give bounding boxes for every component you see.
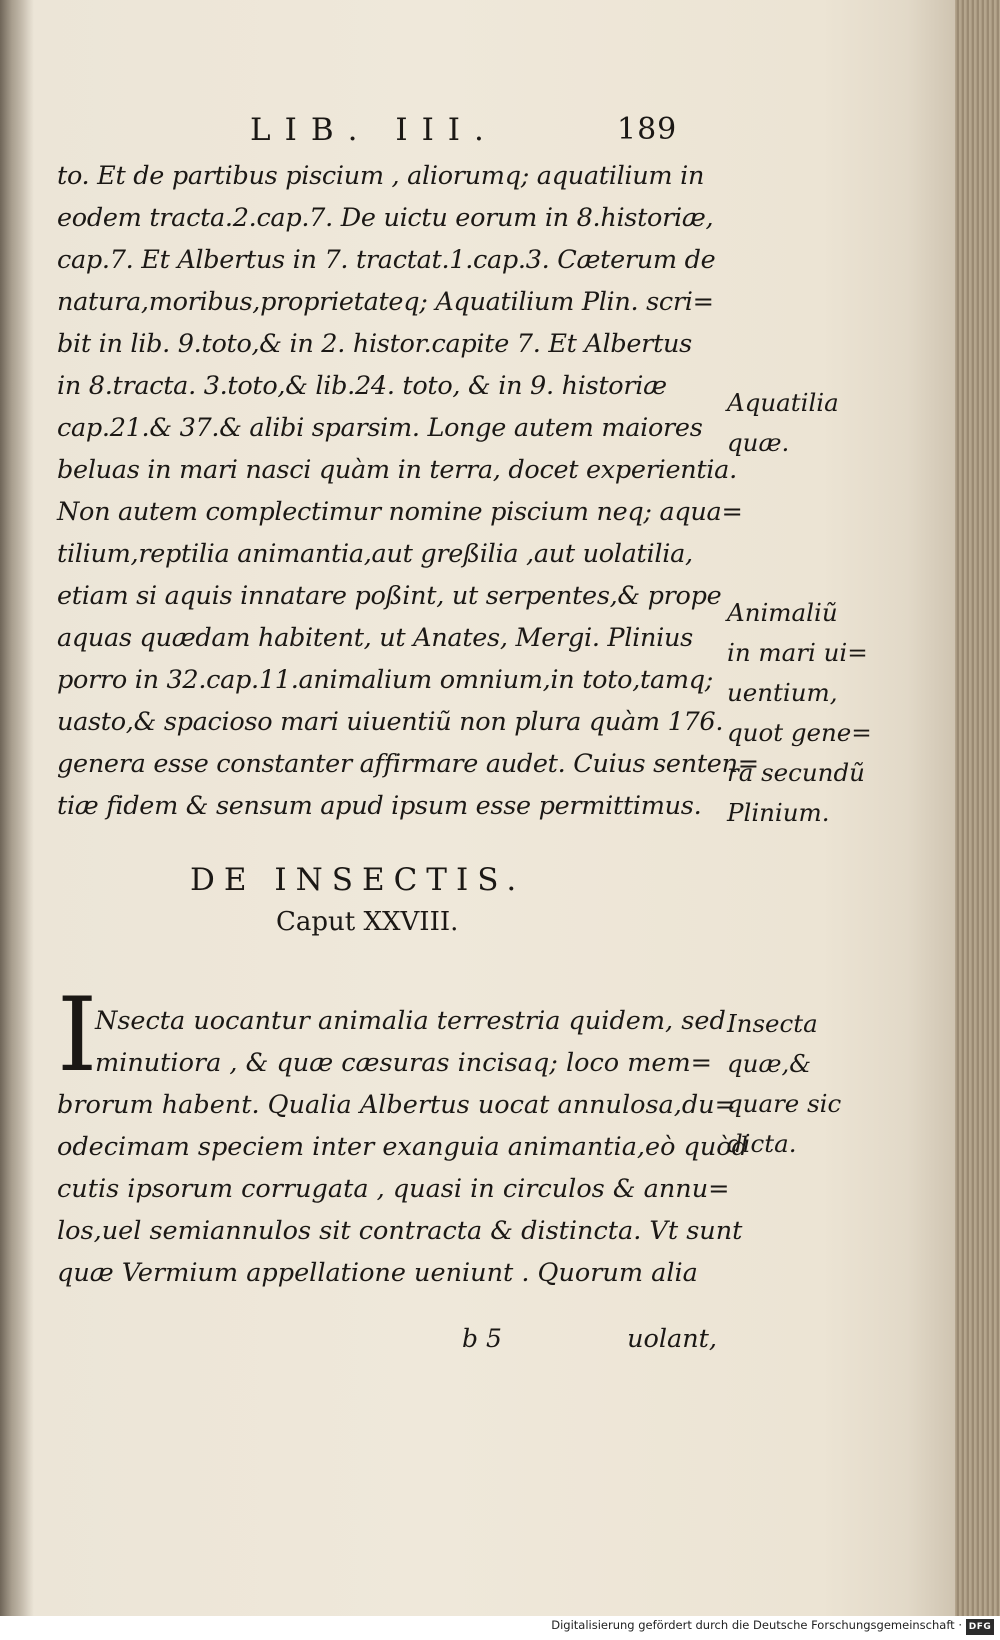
marginal-line: quæ,&: [727, 1049, 812, 1078]
text-line: bit in lib. 9.toto,& in 2. histor.capite 7. Et Albertus: [57, 329, 692, 359]
main-text-block: [57, 155, 759, 827]
section-text-block: [57, 1000, 748, 1294]
running-head: LIB. III.: [250, 112, 498, 148]
signature-mark: b 5: [462, 1324, 502, 1353]
text-line: genera esse constanter affirmare audet. Cuius senten=: [57, 749, 759, 779]
text-line: to. Et de partibus piscium , aliorumq; aquatilium in: [57, 161, 705, 191]
text-line: quæ Vermium appellatione ueniunt . Quorum alia: [57, 1258, 698, 1288]
marginal-line: uentium,: [727, 678, 838, 707]
text-line: Non autem complectimur nomine piscium neq; aqua=: [57, 497, 743, 527]
text-line: los,uel semiannulos sit contracta & distincta. Vt sunt: [57, 1216, 743, 1246]
funding-credit: Digitalisierung gefördert durch die Deutsche Forschungsgemeinschaft ·: [551, 1618, 962, 1632]
text-line: Nsecta uocantur animalia terrestria quidem, sed: [95, 1006, 726, 1036]
marginal-line: ra secundũ: [727, 758, 865, 787]
text-line: tiæ fidem & sensum apud ipsum esse permittimus.: [57, 791, 702, 821]
page-foot: [57, 1318, 717, 1360]
marginal-note: [727, 383, 927, 463]
text-line: cap.7. Et Albertus in 7. tractat.1.cap.3. Cæterum de: [57, 245, 716, 275]
spine-shadow: [0, 0, 34, 1616]
text-line: cap.21.& 37.& alibi sparsim. Longe autem maiores: [57, 413, 703, 443]
text-line: tilium,reptilia animantia,aut greßilia ,aut uolatilia,: [57, 539, 693, 569]
text-line: cutis ipsorum corrugata , quasi in circulos & annu=: [57, 1174, 730, 1204]
marginal-line: quot gene=: [727, 718, 872, 747]
section-heading: DE INSECTIS.: [190, 862, 526, 898]
marginal-note: [727, 1004, 927, 1164]
page-edges: [955, 0, 1000, 1616]
section-subheading: Caput XXVIII.: [276, 907, 459, 937]
text-line: odecimam speciem inter exanguia animantia,eò quòd: [57, 1132, 748, 1162]
text-line: beluas in mari nasci quàm in terra, docet experientia.: [57, 455, 737, 485]
marginal-line: Animaliũ: [727, 598, 838, 627]
text-line: uasto,& spacioso mari uiuentiũ non plura quàm 176.: [57, 707, 724, 737]
drop-cap-initial: I: [57, 976, 98, 1095]
marginal-line: Insecta: [727, 1009, 818, 1038]
marginal-line: Plinium.: [727, 798, 830, 827]
marginal-line: quæ.: [727, 428, 790, 457]
catchword: uolant,: [627, 1324, 717, 1354]
text-line: porro in 32.cap.11.animalium omnium,in toto,tamq;: [57, 665, 714, 695]
page-number: 189: [617, 112, 678, 147]
text-line: in 8.tracta. 3.toto,& lib.24. toto, & in 9. historiæ: [57, 371, 667, 401]
text-line: natura,moribus,proprietateq; Aquatilium Plin. scri=: [57, 287, 714, 317]
digitization-footer: [0, 1616, 1000, 1640]
text-line: brorum habent. Qualia Albertus uocat annulosa,du=: [57, 1090, 736, 1120]
text-line: etiam si aquis innatare poßint, ut serpentes,& prope: [57, 581, 722, 611]
marginal-line: quare sic: [727, 1089, 842, 1118]
marginal-note: [727, 593, 927, 833]
marginal-line: in mari ui=: [727, 638, 868, 667]
marginal-line: Aquatilia: [727, 388, 839, 417]
text-line: minutiora , & quæ cæsuras incisaq; loco mem=: [95, 1048, 713, 1078]
dfg-logo: DFG: [966, 1619, 994, 1635]
text-line: eodem tracta.2.cap.7. De uictu eorum in 8.historiæ,: [57, 203, 714, 233]
marginal-line: dicta.: [727, 1129, 797, 1158]
text-line: aquas quædam habitent, ut Anates, Mergi. Plinius: [57, 623, 693, 653]
